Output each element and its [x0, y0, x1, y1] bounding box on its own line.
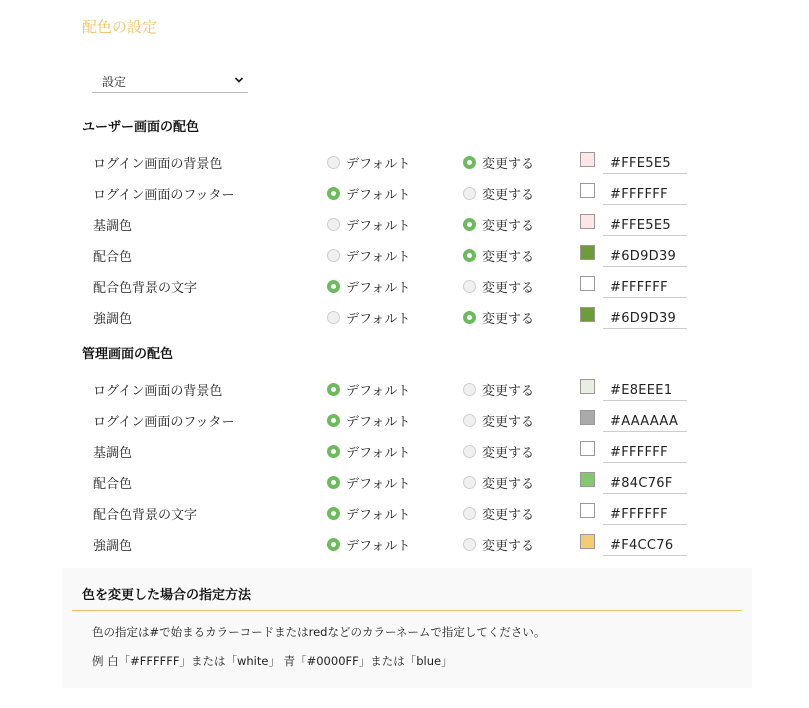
color-code-input[interactable]	[603, 410, 687, 432]
user-color-row	[0, 208, 809, 239]
radio-default[interactable]	[327, 442, 410, 460]
color-code-value: #84C76F	[610, 476, 673, 491]
radio-default-circle[interactable]	[327, 414, 340, 427]
radio-default-circle[interactable]	[327, 445, 340, 458]
row-label: 配合色	[93, 477, 133, 492]
color-code-input[interactable]	[603, 245, 687, 267]
color-swatch[interactable]	[580, 307, 595, 322]
radio-change[interactable]	[463, 473, 534, 491]
color-code-value: #6D9D39	[610, 249, 677, 264]
radio-change[interactable]	[463, 442, 534, 460]
radio-default-label: デフォルト	[346, 538, 411, 554]
radio-change-label: 変更する	[482, 414, 535, 430]
row-label: ログイン画面のフッター	[93, 188, 235, 203]
radio-default[interactable]	[327, 411, 410, 429]
radio-default-circle[interactable]	[327, 280, 340, 293]
color-code-value: #6D9D39	[610, 311, 677, 326]
row-label: ログイン画面の背景色	[93, 384, 223, 399]
radio-change[interactable]	[463, 153, 534, 171]
admin-color-row	[0, 466, 809, 497]
howto-panel	[62, 568, 752, 688]
color-code-value: #FFFFFF	[610, 280, 668, 295]
radio-change-circle[interactable]	[463, 249, 476, 262]
radio-change-label: 変更する	[482, 280, 535, 296]
admin-color-row	[0, 373, 809, 404]
radio-default[interactable]	[327, 277, 410, 295]
color-code-value: #FFE5E5	[610, 156, 671, 171]
color-code-input[interactable]	[603, 276, 687, 298]
user-section-title: ユーザー画面の配色	[82, 120, 200, 135]
radio-default[interactable]	[327, 215, 410, 233]
howto-line-2: 例 白「#FFFFFF」または「white」 青「#0000FF」または「blue」	[92, 654, 453, 668]
radio-change-circle[interactable]	[463, 414, 476, 427]
color-swatch[interactable]	[580, 441, 595, 456]
radio-change-label: 変更する	[482, 538, 535, 554]
radio-change[interactable]	[463, 246, 534, 264]
radio-default-label: デフォルト	[346, 280, 411, 296]
color-code-input[interactable]	[603, 472, 687, 494]
radio-default-circle[interactable]	[327, 218, 340, 231]
radio-change-label: 変更する	[482, 311, 535, 327]
radio-default-circle[interactable]	[327, 187, 340, 200]
radio-default[interactable]	[327, 473, 410, 491]
color-swatch[interactable]	[580, 276, 595, 291]
radio-change-label: 変更する	[482, 507, 535, 523]
radio-default-label: デフォルト	[346, 249, 411, 265]
radio-default-label: デフォルト	[346, 187, 411, 203]
radio-default-circle[interactable]	[327, 156, 340, 169]
radio-default-circle[interactable]	[327, 249, 340, 262]
admin-color-row	[0, 435, 809, 466]
admin-color-row	[0, 497, 809, 528]
radio-default-circle[interactable]	[327, 476, 340, 489]
row-label: 強調色	[93, 539, 133, 554]
radio-default-label: デフォルト	[346, 507, 411, 523]
row-label: ログイン画面のフッター	[93, 415, 235, 430]
color-swatch[interactable]	[580, 379, 595, 394]
color-code-input[interactable]	[603, 307, 687, 329]
radio-default[interactable]	[327, 184, 410, 202]
color-code-input[interactable]	[603, 183, 687, 205]
radio-change[interactable]	[463, 184, 534, 202]
radio-default-label: デフォルト	[346, 476, 411, 492]
radio-change-label: 変更する	[482, 383, 535, 399]
radio-change[interactable]	[463, 504, 534, 522]
row-label: 基調色	[93, 219, 133, 234]
color-code-value: #FFFFFF	[610, 187, 668, 202]
radio-change-circle[interactable]	[463, 383, 476, 396]
radio-change-label: 変更する	[482, 156, 535, 172]
color-code-input[interactable]	[603, 214, 687, 236]
radio-change-circle[interactable]	[463, 156, 476, 169]
chevron-down-icon	[234, 75, 244, 85]
settings-select-value: 設定	[102, 75, 127, 89]
user-color-row	[0, 301, 809, 332]
row-label: 配合色背景の文字	[93, 508, 198, 523]
radio-change[interactable]	[463, 215, 534, 233]
radio-change-circle[interactable]	[463, 187, 476, 200]
radio-default[interactable]	[327, 153, 410, 171]
radio-default-label: デフォルト	[346, 414, 411, 430]
radio-change-circle[interactable]	[463, 445, 476, 458]
radio-change-circle[interactable]	[463, 538, 476, 551]
radio-default[interactable]	[327, 308, 410, 326]
color-swatch[interactable]	[580, 152, 595, 167]
color-swatch[interactable]	[580, 503, 595, 518]
radio-change[interactable]	[463, 411, 534, 429]
howto-line-1: 色の指定は#で始まるカラーコードまたはredなどのカラーネームで指定してください。	[92, 625, 546, 639]
radio-default-circle[interactable]	[327, 507, 340, 520]
user-color-row	[0, 270, 809, 301]
radio-default-label: デフォルト	[346, 445, 411, 461]
radio-change[interactable]	[463, 277, 534, 295]
radio-default-circle[interactable]	[327, 383, 340, 396]
radio-change[interactable]	[463, 308, 534, 326]
radio-default-label: デフォルト	[346, 156, 411, 172]
howto-divider	[72, 610, 742, 611]
color-code-value: #F4CC76	[610, 538, 674, 553]
howto-title: 色を変更した場合の指定方法	[82, 588, 252, 603]
radio-default-label: デフォルト	[346, 311, 411, 327]
user-color-row	[0, 239, 809, 270]
user-color-row	[0, 146, 809, 177]
radio-change-label: 変更する	[482, 218, 535, 234]
radio-default[interactable]	[327, 504, 410, 522]
color-code-input[interactable]	[603, 503, 687, 525]
color-swatch[interactable]	[580, 410, 595, 425]
radio-default[interactable]	[327, 246, 410, 264]
admin-color-row	[0, 404, 809, 435]
radio-change-label: 変更する	[482, 187, 535, 203]
color-code-value: #FFFFFF	[610, 507, 668, 522]
admin-color-row	[0, 528, 809, 559]
settings-select[interactable]	[92, 68, 248, 93]
color-code-input[interactable]	[603, 379, 687, 401]
radio-change[interactable]	[463, 535, 534, 553]
color-code-value: #FFE5E5	[610, 218, 671, 233]
row-label: 基調色	[93, 446, 133, 461]
radio-default-circle[interactable]	[327, 311, 340, 324]
row-label: ログイン画面の背景色	[93, 157, 223, 172]
color-swatch[interactable]	[580, 183, 595, 198]
radio-default-label: デフォルト	[346, 218, 411, 234]
radio-default[interactable]	[327, 535, 410, 553]
user-color-row	[0, 177, 809, 208]
radio-change-circle[interactable]	[463, 507, 476, 520]
color-code-input[interactable]	[603, 534, 687, 556]
radio-change[interactable]	[463, 380, 534, 398]
color-swatch[interactable]	[580, 245, 595, 260]
radio-change-label: 変更する	[482, 249, 535, 265]
radio-change-circle[interactable]	[463, 311, 476, 324]
radio-change-label: 変更する	[482, 476, 535, 492]
color-code-value: #FFFFFF	[610, 445, 668, 460]
row-label: 配合色背景の文字	[93, 281, 198, 296]
color-swatch[interactable]	[580, 472, 595, 487]
radio-change-label: 変更する	[482, 445, 535, 461]
admin-section-title: 管理画面の配色	[82, 347, 174, 362]
color-swatch[interactable]	[580, 214, 595, 229]
color-code-value: #E8EEE1	[610, 383, 673, 398]
color-code-value: #AAAAAA	[610, 414, 679, 429]
row-label: 配合色	[93, 250, 133, 265]
color-swatch[interactable]	[580, 534, 595, 549]
radio-change-circle[interactable]	[463, 218, 476, 231]
color-code-input[interactable]	[603, 152, 687, 174]
radio-default-label: デフォルト	[346, 383, 411, 399]
page-title: 配色の設定	[82, 18, 158, 36]
radio-change-circle[interactable]	[463, 476, 476, 489]
radio-change-circle[interactable]	[463, 280, 476, 293]
radio-default-circle[interactable]	[327, 538, 340, 551]
row-label: 強調色	[93, 312, 133, 327]
color-code-input[interactable]	[603, 441, 687, 463]
radio-default[interactable]	[327, 380, 410, 398]
